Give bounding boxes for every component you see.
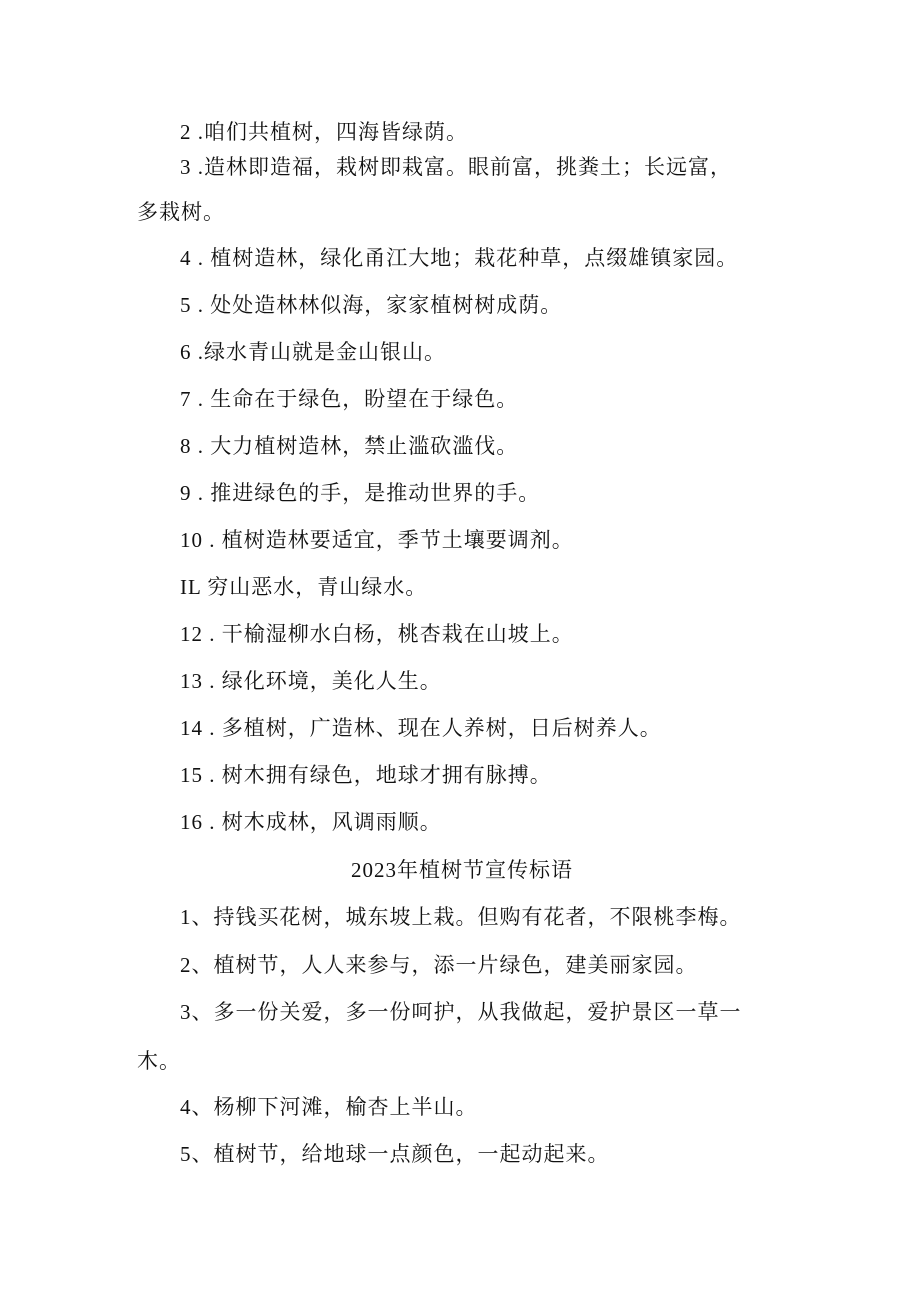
item-separator: . <box>203 528 222 552</box>
slogan-item <box>180 714 662 742</box>
item-separator: . <box>203 622 222 646</box>
slogan-item <box>180 526 574 554</box>
slogan-item <box>180 761 552 789</box>
item-text: 多植树，广造林、现在人养树，日后树养人。 <box>221 716 662 740</box>
item-number: 4 <box>180 1095 192 1119</box>
item-separator: 、 <box>191 1142 214 1166</box>
section-title-text: 年植树节宣传标语 <box>397 858 573 882</box>
item-separator: . <box>203 763 222 787</box>
item-number: 3 <box>180 155 192 179</box>
item-separator: 、 <box>191 1000 214 1024</box>
slogan-item <box>180 385 518 413</box>
item-number: 5 <box>180 293 192 317</box>
slogan-item <box>180 998 742 1026</box>
item-number: 1 <box>180 905 192 929</box>
item-text: 多一份关爱，多一份呵护，从我做起，爱护景区一草一 <box>213 1000 742 1024</box>
item-number: 5 <box>180 1142 192 1166</box>
slogan-item <box>180 479 540 507</box>
item-text: 处处造林林似海，家家植树树成荫。 <box>210 293 563 317</box>
item-separator: . <box>203 810 222 834</box>
item-number: 12 <box>180 622 203 646</box>
item-separator: . <box>203 669 222 693</box>
section-title-year: 2023 <box>351 858 397 882</box>
item-text: 干榆湿柳水白杨，桃杏栽在山坡上。 <box>221 622 574 646</box>
item-text: 咱们共植树，四海皆绿荫。 <box>204 120 468 144</box>
item-number: 16 <box>180 810 203 834</box>
item-text: 绿化环境，美化人生。 <box>221 669 442 693</box>
slogan-item <box>180 1140 610 1168</box>
item-separator: . <box>191 246 211 270</box>
item-separator: . <box>191 120 204 144</box>
slogan-item <box>180 338 446 366</box>
item-text: 树木拥有绿色，地球才拥有脉搏。 <box>221 763 552 787</box>
item-separator: . <box>191 434 211 458</box>
item-text: 杨柳下河滩，榆杏上半山。 <box>213 1095 478 1119</box>
item-separator: . <box>203 716 222 740</box>
item-separator: . <box>191 340 204 364</box>
item-text: 植树节，给地球一点颜色，一起动起来。 <box>213 1142 610 1166</box>
slogan-item <box>180 903 742 931</box>
item-number: 2 <box>180 120 192 144</box>
item-text: 植树节，人人来参与，添一片绿色，建美丽家园。 <box>213 953 698 977</box>
item-text: 穷山恶水，青山绿水。 <box>207 575 428 599</box>
item-number: 4 <box>180 246 192 270</box>
item-separator: . <box>191 387 211 411</box>
section-title <box>0 856 920 884</box>
item-continuation: 木。 <box>137 1049 181 1073</box>
item-number: 14 <box>180 716 203 740</box>
item-text: 大力植树造林，禁止滥砍滥伐。 <box>210 434 519 458</box>
item-continuation: 多栽树。 <box>137 200 225 224</box>
item-separator: . <box>191 155 204 179</box>
item-number: 15 <box>180 763 203 787</box>
slogan-item <box>180 1093 478 1121</box>
item-separator: 、 <box>191 1095 214 1119</box>
slogan-item <box>180 244 738 272</box>
item-number: 7 <box>180 387 192 411</box>
item-text: 绿水青山就是金山银山。 <box>204 340 446 364</box>
slogan-item <box>180 291 562 319</box>
item-text: 植树造林要适宜，季节土壤要调剂。 <box>221 528 574 552</box>
item-separator: . <box>191 481 211 505</box>
item-number: 2 <box>180 953 192 977</box>
item-number: IL <box>180 575 202 599</box>
slogan-item <box>180 667 442 695</box>
item-text: 造林即造福，栽树即栽富。眼前富，挑粪土；长远富， <box>204 155 732 179</box>
slogan-item <box>180 620 574 648</box>
item-text: 推进绿色的手，是推动世界的手。 <box>210 481 541 505</box>
item-separator: 、 <box>191 953 214 977</box>
item-number: 8 <box>180 434 192 458</box>
item-text: 生命在于绿色，盼望在于绿色。 <box>210 387 519 411</box>
item-text: 树木成林，风调雨顺。 <box>221 810 442 834</box>
item-number: 10 <box>180 528 203 552</box>
slogan-item <box>180 153 732 181</box>
item-text: 持钱买花树，城东坡上栽。但购有花者，不限桃李梅。 <box>213 905 742 929</box>
item-number: 9 <box>180 481 192 505</box>
item-number: 13 <box>180 669 203 693</box>
item-number: 3 <box>180 1000 192 1024</box>
item-number: 6 <box>180 340 192 364</box>
item-text: 植树造林，绿化甬江大地；栽花种草，点缀雄镇家园。 <box>210 246 739 270</box>
slogan-item <box>180 573 427 601</box>
slogan-item <box>180 118 468 146</box>
item-separator: . <box>191 293 211 317</box>
slogan-item <box>180 432 518 460</box>
item-separator: 、 <box>191 905 214 929</box>
slogan-item <box>180 808 442 836</box>
slogan-item <box>180 951 698 979</box>
